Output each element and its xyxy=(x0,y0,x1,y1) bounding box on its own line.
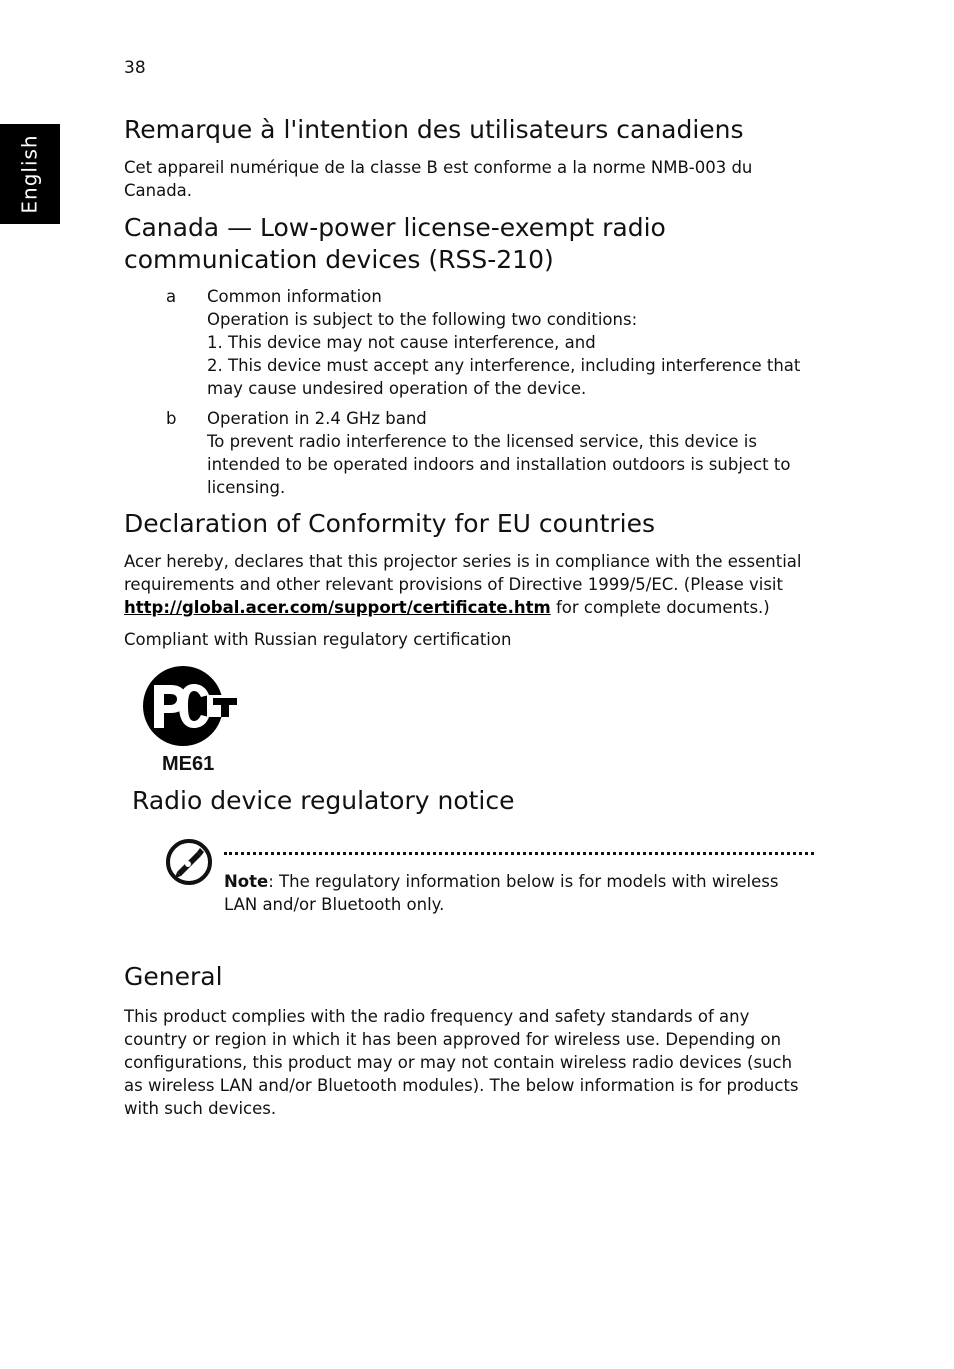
paragraph-remarque: Cet appareil numérique de la classe B est conforme a la norme NMB-003 du Canada. xyxy=(124,158,753,200)
heading-declaration-eu: Declaration of Conformity for EU countries xyxy=(124,509,656,538)
list-line: 1. This device may not cause interference, and xyxy=(207,333,596,352)
note-dotted-rule xyxy=(224,852,814,855)
list-item xyxy=(166,285,814,400)
note-box xyxy=(124,837,814,927)
language-tab xyxy=(0,124,60,224)
list-item-body xyxy=(207,407,814,499)
paragraph-russian-compliance: Compliant with Russian regulatory certification xyxy=(124,630,512,649)
declaration-text-after-link: for complete documents.) xyxy=(550,598,770,617)
heading-radio-notice: Radio device regulatory notice xyxy=(132,786,515,815)
list-line: 2. This device must accept any interference, including interference that may cause undesired operation of the device. xyxy=(207,356,801,398)
note-pen-icon xyxy=(164,837,214,887)
certificate-link[interactable]: http://global.acer.com/support/certificate.htm xyxy=(124,598,551,617)
list-marker: b xyxy=(166,409,177,428)
certification-code: ME61 xyxy=(162,753,215,775)
rst-mark-icon xyxy=(137,665,241,747)
rst-certification-logo xyxy=(137,665,247,775)
list-line: Common information xyxy=(207,287,382,306)
language-tab-label: English xyxy=(18,134,42,214)
list-line: Operation in 2.4 GHz band xyxy=(207,409,427,428)
rss210-list xyxy=(166,285,814,499)
list-item xyxy=(166,407,814,499)
note-text xyxy=(224,870,784,916)
heading-canada-rss210: Canada — Low-power license-exempt radio communication devices (RSS-210) xyxy=(124,213,666,274)
list-marker: a xyxy=(166,287,177,306)
note-label: Note xyxy=(224,872,269,891)
paragraph-general: This product complies with the radio frequency and safety standards of any country or region in which it has been approved for wireless use. Depending on configurations, this product may or may not contain wireless radio devices (such as wireless LAN and/or Bluetooth modules). The below information is for products with such devices. xyxy=(124,1007,799,1118)
paragraph-declaration xyxy=(124,550,814,619)
list-line: Operation is subject to the following two conditions: xyxy=(207,310,638,329)
page-content xyxy=(124,112,814,1120)
list-line: To prevent radio interference to the licensed service, this device is intended to be operated indoors and installation outdoors is subject to licensing. xyxy=(207,432,791,497)
declaration-text-before-link: Acer hereby, declares that this projector series is in compliance with the essential requirements and other relevant provisions of Directive 1999/5/EC. (Please visit xyxy=(124,552,802,594)
note-body: : The regulatory information below is for models with wireless LAN and/or Bluetooth only. xyxy=(224,872,779,914)
heading-general: General xyxy=(124,962,223,991)
page-number: 38 xyxy=(124,58,146,78)
list-item-body xyxy=(207,285,814,400)
heading-remarque: Remarque à l'intention des utilisateurs canadiens xyxy=(124,115,744,144)
